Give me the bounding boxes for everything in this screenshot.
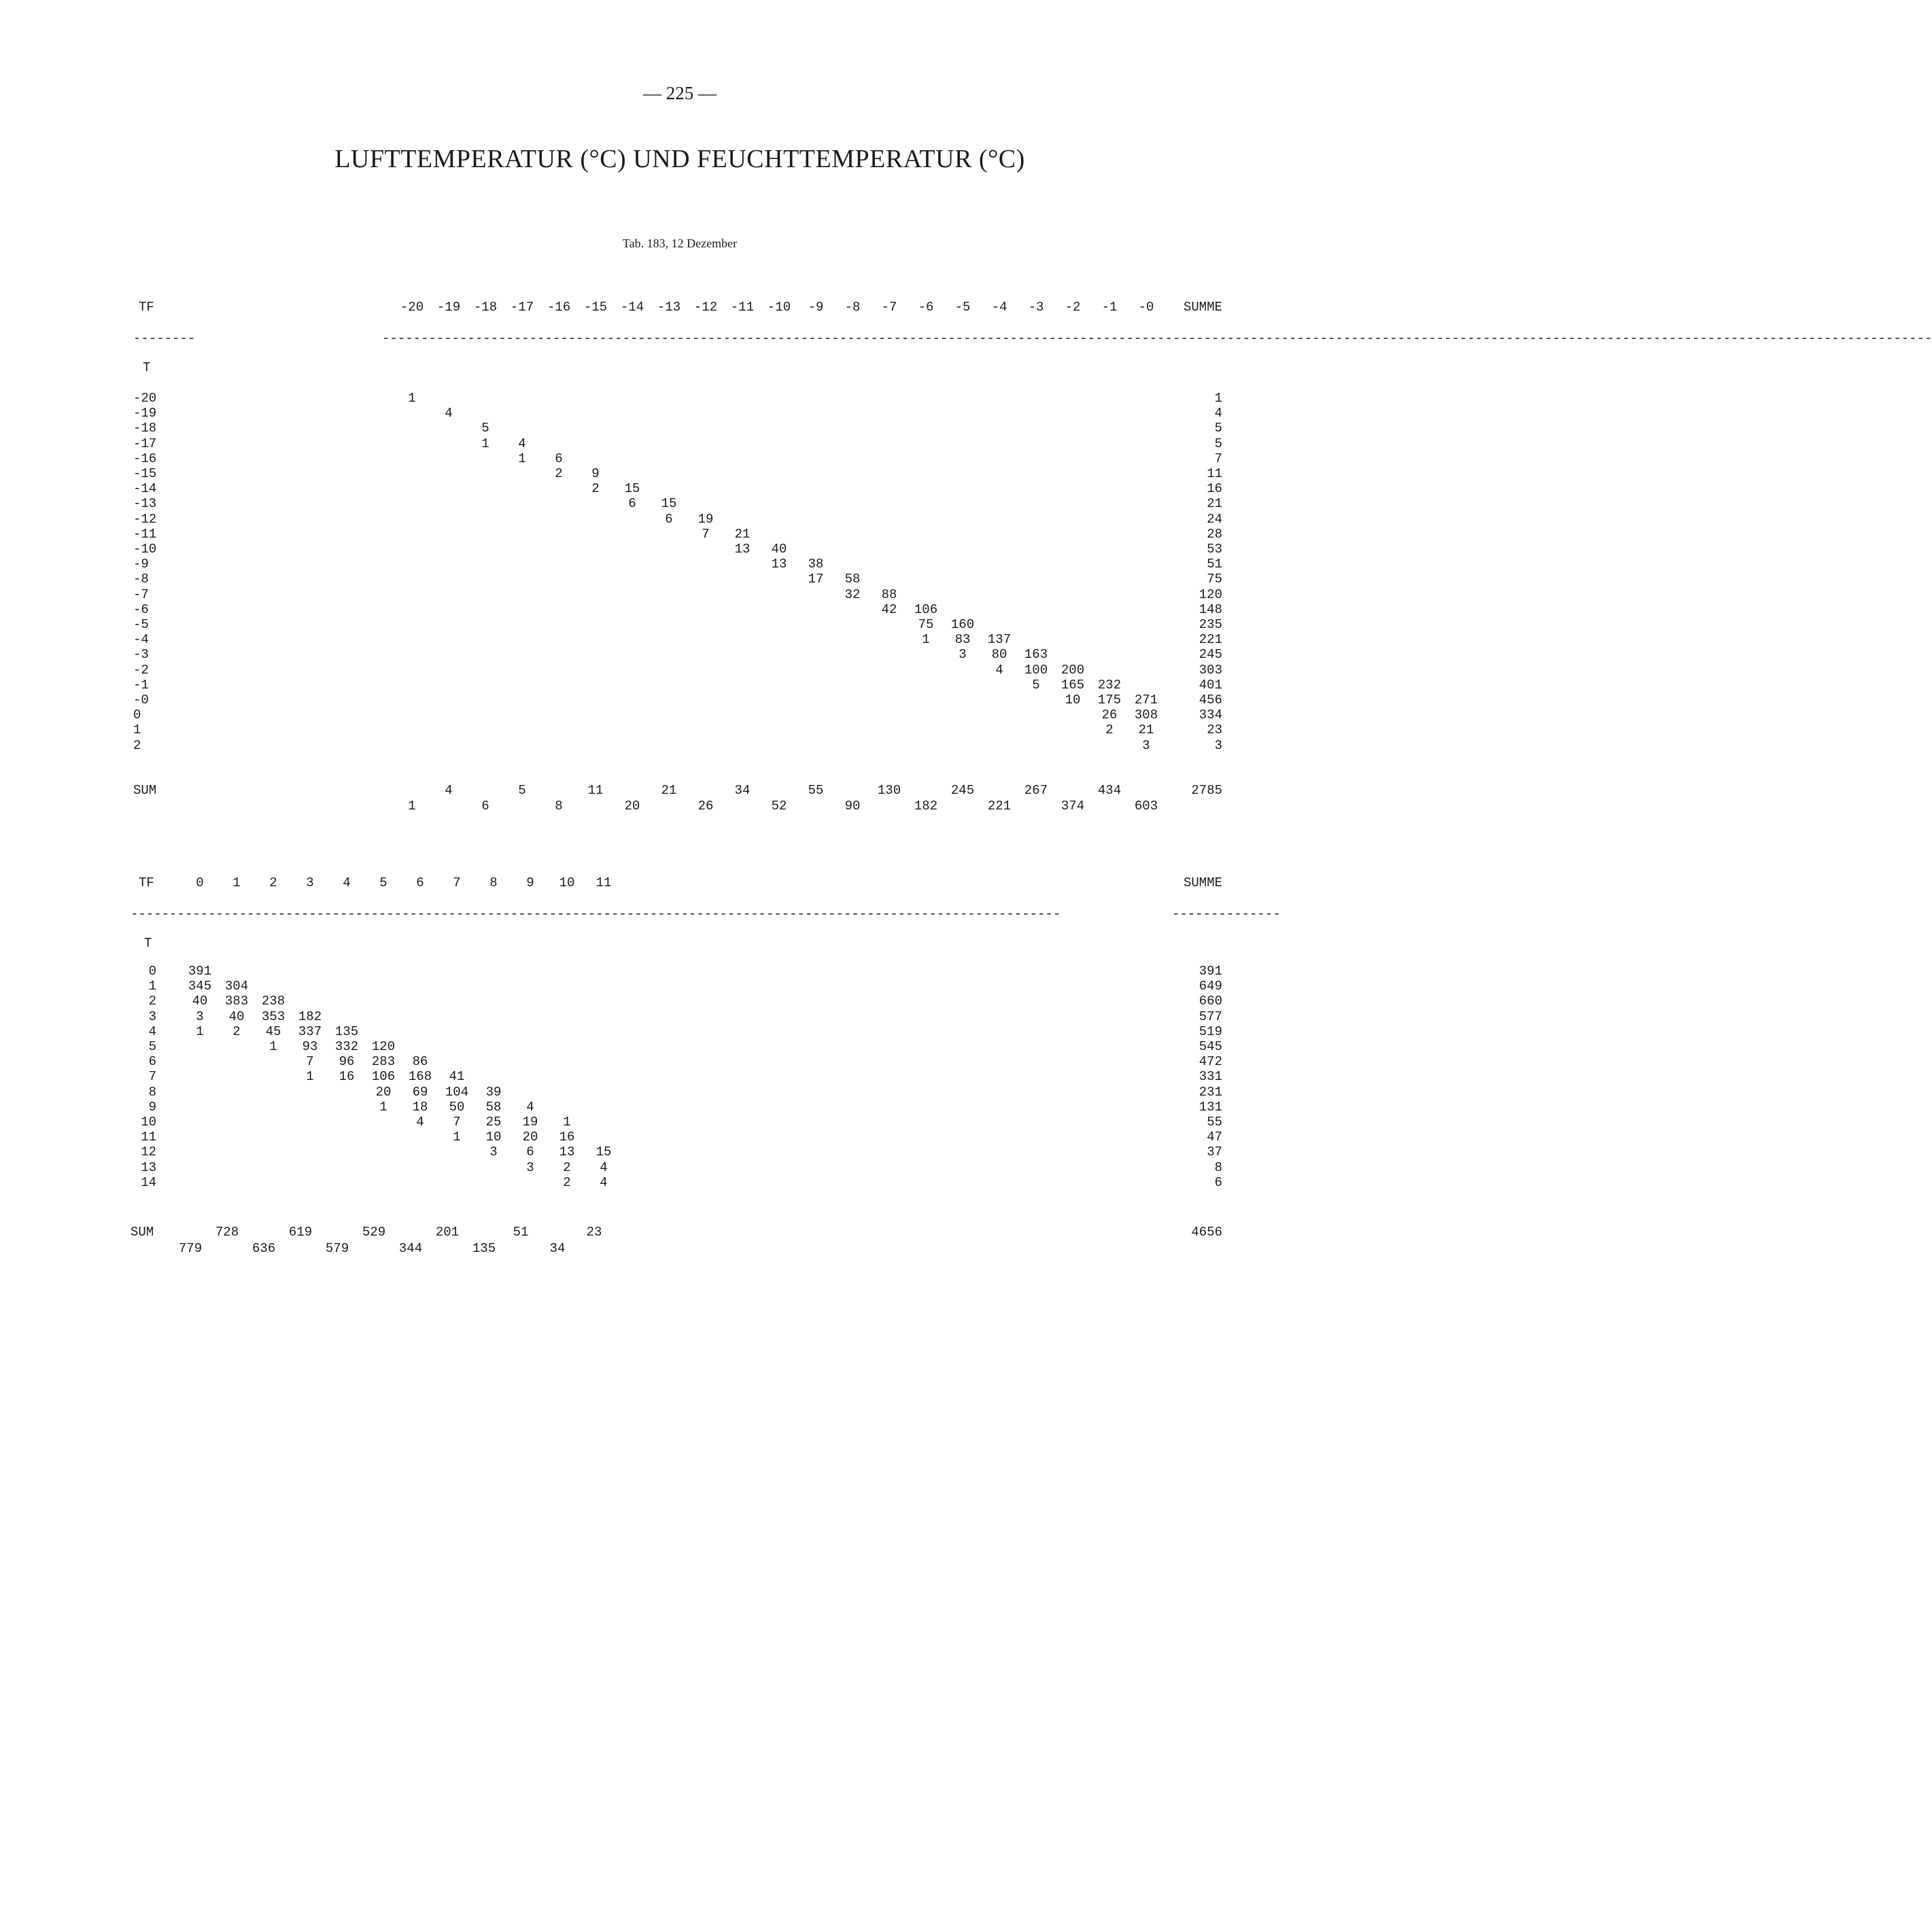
row-summe: 649: [1198, 979, 1222, 994]
column-header: -18: [473, 300, 498, 315]
column-sum: 4: [445, 783, 453, 798]
row-label: 14: [141, 1174, 156, 1190]
row-summe: 120: [1198, 587, 1222, 602]
row-summe: 235: [1198, 617, 1222, 632]
table-cell: 106: [371, 1069, 396, 1085]
table-cell: 4: [526, 1099, 534, 1115]
row-summe: 148: [1198, 601, 1222, 617]
table-cell: 104: [445, 1084, 469, 1100]
column-sum: 34: [734, 783, 751, 798]
row-label: -13: [133, 496, 157, 512]
column-sum: 182: [914, 799, 938, 814]
table-cell: 165: [1060, 677, 1085, 693]
table-cell: 1: [379, 1099, 387, 1115]
table-cell: 5: [481, 421, 489, 436]
table-cell: 4: [995, 662, 1003, 678]
table-cell: 2: [555, 466, 563, 481]
table-cell: 304: [224, 979, 249, 994]
row-summe: 55: [1207, 1115, 1222, 1130]
row-label: -5: [133, 617, 149, 632]
column-sum: 20: [624, 799, 640, 814]
row-label: -3: [133, 647, 149, 663]
row-label: -16: [133, 451, 157, 466]
table-cell: 337: [298, 1024, 322, 1039]
row-summe: 545: [1198, 1039, 1222, 1054]
table-cell: 58: [844, 572, 861, 587]
row-summe: 472: [1198, 1054, 1222, 1070]
column-header: -2: [1065, 300, 1081, 315]
column-header: 5: [379, 875, 387, 890]
row-label: -19: [133, 406, 157, 421]
row-summe: 231: [1198, 1084, 1222, 1100]
table-cell: 40: [192, 994, 208, 1009]
table-cell: 50: [449, 1099, 465, 1115]
table-cell: 383: [224, 994, 249, 1009]
table-cell: 1: [269, 1039, 277, 1054]
row-summe: 331: [1198, 1069, 1222, 1085]
column-header: 10: [559, 875, 575, 890]
row-label: -6: [133, 601, 149, 617]
table-cell: 15: [624, 481, 640, 497]
row-summe: 391: [1198, 964, 1222, 979]
table-cell: 1: [481, 436, 489, 451]
table-cell: 38: [808, 557, 824, 572]
column-header: 6: [416, 875, 424, 890]
row-label: -10: [133, 542, 157, 557]
column-sum: 221: [987, 799, 1012, 814]
grand-total: 4656: [1191, 1225, 1222, 1240]
column-sum: 90: [844, 799, 861, 814]
table-cell: 32: [844, 587, 861, 602]
column-sum: 374: [1060, 799, 1085, 814]
row-summe: 51: [1207, 557, 1222, 572]
column-header: -10: [767, 300, 791, 315]
column-header: -12: [693, 300, 718, 315]
column-sum: 579: [325, 1241, 349, 1256]
row-label: 1: [148, 979, 156, 994]
table-cell: 3: [526, 1159, 534, 1175]
column-sum: 344: [398, 1241, 423, 1256]
table-cell: 160: [950, 617, 975, 632]
sum-label: SUM: [133, 783, 157, 798]
column-sum: 201: [435, 1225, 460, 1240]
table-cell: 283: [371, 1054, 396, 1070]
row-summe: 5: [1214, 436, 1222, 451]
table-cell: 40: [228, 1009, 245, 1024]
table-cell: 4: [416, 1115, 424, 1130]
column-sum: 529: [362, 1225, 386, 1240]
column-sum: 26: [697, 799, 714, 814]
table-cell: 19: [522, 1115, 538, 1130]
table-cell: 10: [1065, 693, 1081, 707]
row-label: -7: [133, 587, 149, 602]
table-cell: 332: [334, 1039, 359, 1054]
row-label: -12: [133, 511, 157, 527]
table-cell: 1: [196, 1024, 204, 1039]
row-label: -8: [133, 572, 149, 587]
row-label: -1: [133, 677, 149, 693]
row-summe: 53: [1207, 542, 1222, 557]
table-cell: 3: [196, 1009, 204, 1024]
column-sum: 11: [587, 783, 604, 798]
table-cell: 15: [596, 1145, 612, 1160]
column-sum: 8: [555, 799, 563, 814]
table-cell: 1: [922, 632, 930, 648]
row-label: 11: [141, 1130, 156, 1145]
table-cell: 168: [408, 1069, 432, 1085]
row-label: 5: [148, 1039, 156, 1054]
corner-label: TF: [139, 875, 154, 890]
table-cell: 10: [485, 1130, 502, 1145]
row-label: 7: [148, 1069, 156, 1085]
row-summe: 131: [1198, 1099, 1222, 1115]
row-summe: 4: [1214, 406, 1222, 421]
row-axis-label: T: [143, 360, 151, 375]
table-cell: 21: [734, 526, 751, 542]
column-header: -7: [881, 300, 897, 315]
table-cell: 1: [453, 1130, 461, 1145]
column-header: 2: [269, 875, 277, 890]
row-label: 0: [133, 707, 141, 723]
row-axis-label: T: [144, 936, 152, 951]
column-sum: 55: [808, 783, 824, 798]
summe-header: SUMME: [1183, 300, 1222, 315]
sum-label: SUM: [131, 1225, 154, 1240]
column-header: -19: [436, 300, 461, 315]
column-sum: 5: [518, 783, 526, 798]
row-summe: 245: [1198, 647, 1222, 663]
table-cell: 88: [881, 587, 897, 602]
row-summe: 6: [1214, 1174, 1222, 1190]
row-label: -2: [133, 662, 149, 678]
table-cell: 4: [518, 436, 526, 451]
table-cell: 13: [734, 542, 751, 557]
table-cell: 13: [771, 557, 787, 572]
row-label: 8: [148, 1084, 156, 1100]
table-cell: 17: [808, 572, 824, 587]
column-header: 9: [526, 875, 534, 890]
table-cell: 3: [1142, 737, 1150, 753]
table-cell: 135: [334, 1024, 359, 1039]
column-header: 4: [343, 875, 351, 890]
table-cell: 25: [485, 1115, 502, 1130]
table-cell: 175: [1097, 693, 1122, 707]
table-cell: 106: [914, 601, 938, 617]
table-cell: 4: [600, 1174, 608, 1190]
page-title: LUFTTEMPERATUR (°C) UND FEUCHTTEMPERATUR (°C): [334, 145, 1025, 173]
column-header: -20: [400, 300, 424, 315]
column-header: 0: [196, 875, 204, 890]
row-label: -9: [133, 557, 149, 572]
row-label: 3: [148, 1009, 156, 1024]
table-cell: 200: [1060, 662, 1085, 678]
column-sum: 21: [661, 783, 677, 798]
column-header: -17: [510, 300, 534, 315]
column-header: -14: [620, 300, 644, 315]
column-header: -0: [1138, 300, 1154, 315]
table-cell: 391: [188, 964, 212, 979]
table-cell: 13: [559, 1145, 575, 1160]
table-cell: 3: [959, 647, 967, 663]
table-cell: 232: [1097, 677, 1122, 693]
table-cell: 16: [339, 1069, 355, 1085]
page-number: — 225 —: [643, 83, 717, 103]
table-cell: 41: [449, 1069, 465, 1085]
column-sum: 52: [771, 799, 787, 814]
table-cell: 7: [306, 1054, 314, 1070]
row-label: 2: [133, 737, 141, 753]
table-cell: 9: [591, 466, 600, 481]
table-cell: 2: [1105, 722, 1114, 738]
table-cell: 137: [987, 632, 1012, 648]
table-cell: 39: [485, 1084, 502, 1100]
column-sum: 1: [408, 799, 416, 814]
column-sum: 6: [481, 799, 489, 814]
column-header: 7: [453, 875, 461, 890]
column-header: 11: [596, 875, 612, 890]
table-cell: 100: [1024, 662, 1048, 678]
table-cell: 2: [232, 1024, 241, 1039]
row-label: -17: [133, 436, 157, 451]
table-cell: 6: [665, 511, 673, 527]
row-label: 4: [148, 1024, 156, 1039]
row-summe: 21: [1207, 496, 1222, 512]
table-cell: 42: [881, 601, 897, 617]
column-header: 3: [306, 875, 314, 890]
table-cell: 308: [1134, 707, 1158, 723]
column-header: -6: [918, 300, 934, 315]
table-cell: 182: [298, 1009, 322, 1024]
summe-header: SUMME: [1183, 875, 1222, 890]
row-label: -20: [133, 391, 157, 406]
column-header: -16: [547, 300, 571, 315]
column-header: 8: [489, 875, 498, 890]
row-summe: 37: [1207, 1145, 1222, 1160]
row-label: -0: [133, 693, 149, 707]
row-summe: 456: [1198, 693, 1222, 707]
table-cell: 163: [1024, 647, 1048, 663]
column-header: 1: [232, 875, 241, 890]
table-cell: 2: [591, 481, 600, 497]
row-summe: 660: [1198, 994, 1222, 1009]
table-cell: 238: [261, 994, 286, 1009]
column-sum: 728: [215, 1225, 239, 1240]
column-sum: 267: [1024, 783, 1048, 798]
row-label: 1: [133, 722, 141, 738]
table-cell: 21: [1138, 722, 1154, 738]
column-sum: 34: [549, 1241, 566, 1256]
row-label: 13: [141, 1159, 156, 1175]
table-cell: 75: [918, 617, 934, 632]
table-cell: 271: [1134, 693, 1158, 707]
column-sum: 135: [472, 1241, 496, 1256]
row-label: 2: [148, 994, 156, 1009]
row-summe: 221: [1198, 632, 1222, 648]
row-label: 10: [141, 1115, 156, 1130]
column-header: -8: [844, 300, 861, 315]
table-cell: 353: [261, 1009, 286, 1024]
column-header: -3: [1028, 300, 1044, 315]
row-summe: 47: [1207, 1130, 1222, 1145]
column-sum: 603: [1134, 799, 1158, 814]
table-cell: 1: [518, 451, 526, 466]
row-summe: 401: [1198, 677, 1222, 693]
table-cell: 83: [954, 632, 971, 648]
row-summe: 28: [1207, 526, 1222, 542]
table-cell: 6: [628, 496, 636, 512]
corner-label: TF: [139, 300, 154, 315]
table-cell: 6: [555, 451, 563, 466]
column-header: -5: [954, 300, 971, 315]
row-summe: 8: [1214, 1159, 1222, 1175]
table-cell: 86: [412, 1054, 428, 1070]
table-cell: 96: [339, 1054, 355, 1070]
table-cell: 1: [306, 1069, 314, 1085]
header-rule: ------------------------------------------------------------------------------------------------------------------------: [131, 907, 1061, 922]
column-sum: 619: [288, 1225, 313, 1240]
row-summe: 5: [1214, 421, 1222, 436]
table-cell: 40: [771, 542, 787, 557]
table-cell: 2: [563, 1159, 571, 1175]
column-sum: 245: [950, 783, 975, 798]
row-label: -14: [133, 481, 157, 497]
table-cell: 26: [1101, 707, 1118, 723]
header-rule: --------------------------------------------------------------------------------------------------------------------------------------------------------------------------------------------------------: [382, 331, 1932, 346]
row-summe: 24: [1207, 511, 1222, 527]
header-rule-left: --------: [133, 331, 196, 346]
row-label: 12: [141, 1145, 156, 1160]
table-cell: 4: [445, 406, 453, 421]
header-rule-right: --------------: [1172, 907, 1281, 922]
row-label: -4: [133, 632, 149, 648]
table-cell: 1: [563, 1115, 571, 1130]
table-cell: 93: [302, 1039, 318, 1054]
table-cell: 20: [375, 1084, 392, 1100]
table-cell: 58: [485, 1099, 502, 1115]
table-cell: 7: [453, 1115, 461, 1130]
row-summe: 75: [1207, 572, 1222, 587]
row-summe: 519: [1198, 1024, 1222, 1039]
row-label: 6: [148, 1054, 156, 1070]
column-sum: 23: [586, 1225, 602, 1240]
table-cell: 20: [522, 1130, 538, 1145]
table-cell: 3: [489, 1145, 498, 1160]
table-cell: 2: [563, 1174, 571, 1190]
column-sum: 130: [877, 783, 901, 798]
table-cell: 45: [265, 1024, 281, 1039]
row-label: -11: [133, 526, 157, 542]
column-header: -13: [657, 300, 681, 315]
grand-total: 2785: [1191, 783, 1222, 798]
row-label: 9: [148, 1099, 156, 1115]
table-cell: 1: [408, 391, 416, 406]
row-summe: 1: [1214, 391, 1222, 406]
row-summe: 3: [1214, 737, 1222, 753]
table-cell: 120: [371, 1039, 396, 1054]
table-cell: 80: [991, 647, 1007, 663]
table-cell: 69: [412, 1084, 428, 1100]
column-header: -11: [730, 300, 755, 315]
column-header: -4: [991, 300, 1007, 315]
row-summe: 577: [1198, 1009, 1222, 1024]
row-summe: 303: [1198, 662, 1222, 678]
table-cell: 18: [412, 1099, 428, 1115]
column-sum: 779: [178, 1241, 203, 1256]
table-cell: 19: [697, 511, 714, 527]
table-cell: 7: [702, 526, 710, 542]
column-sum: 434: [1097, 783, 1122, 798]
row-label: -18: [133, 421, 157, 436]
column-sum: 51: [513, 1225, 529, 1240]
table-cell: 4: [600, 1159, 608, 1175]
table-cell: 5: [1032, 677, 1040, 693]
row-summe: 334: [1198, 707, 1222, 723]
row-summe: 11: [1207, 466, 1222, 481]
row-summe: 7: [1214, 451, 1222, 466]
row-label: -15: [133, 466, 157, 481]
table-caption: Tab. 183, 12 Dezember: [622, 237, 738, 250]
table-cell: 15: [661, 496, 677, 512]
column-header: -9: [808, 300, 824, 315]
row-summe: 23: [1207, 722, 1222, 738]
column-header: -15: [583, 300, 608, 315]
table-cell: 6: [526, 1145, 534, 1160]
row-label: 0: [148, 964, 156, 979]
column-header: -1: [1101, 300, 1118, 315]
table-cell: 345: [188, 979, 212, 994]
column-sum: 636: [252, 1241, 276, 1256]
table-cell: 16: [559, 1130, 575, 1145]
row-summe: 16: [1207, 481, 1222, 497]
